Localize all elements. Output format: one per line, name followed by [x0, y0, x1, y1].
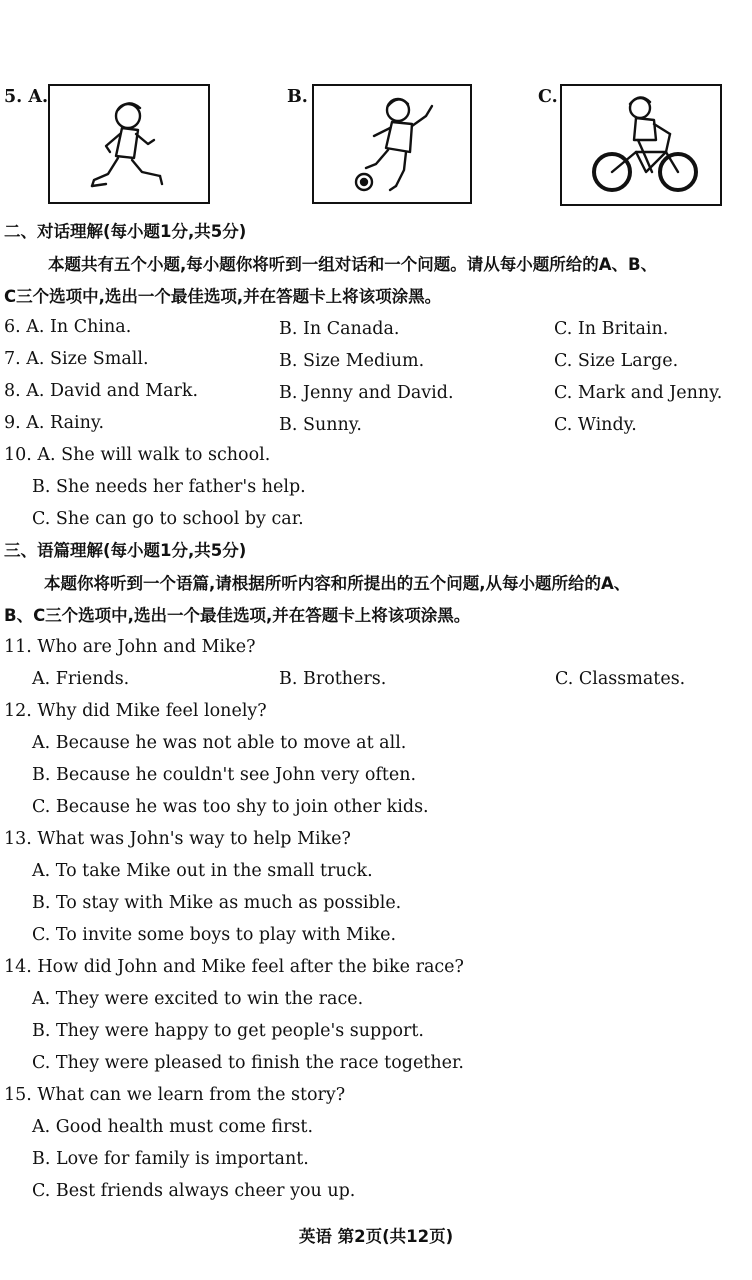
q12-option-b: B. Because he couldn't see John very often. [32, 765, 417, 785]
q12-option-a: A. Because he was not able to move at all. [32, 733, 407, 753]
q5-option-c-label: C. [538, 87, 558, 107]
q10-option-b: B. She needs her father's help. [32, 477, 306, 497]
q6-option-c: C. In Britain. [554, 319, 669, 339]
q13-option-b: B. To stay with Mike as much as possible. [32, 893, 402, 913]
q15-option-b: B. Love for family is important. [32, 1149, 309, 1169]
q9-option-b: B. Sunny. [279, 415, 362, 435]
q14-option-b: B. They were happy to get people's support. [32, 1021, 424, 1041]
q9-option-a: 9. A. Rainy. [4, 413, 105, 433]
q5-option-b-picture [312, 84, 472, 204]
q5-option-b-label: B. [287, 87, 308, 107]
section3-intro-line1: 本题你将听到一个语篇,请根据所听内容和所提出的五个问题,从每小题所给的A、 [44, 574, 631, 593]
q10-option-c: C. She can go to school by car. [32, 509, 304, 529]
q5-number: 5. A. [4, 87, 49, 107]
q13-option-a: A. To take Mike out in the small truck. [32, 861, 373, 881]
q11-option-b: B. Brothers. [279, 669, 387, 689]
q14-option-a: A. They were excited to win the race. [32, 989, 364, 1009]
q13-option-c: C. To invite some boys to play with Mike. [32, 925, 397, 945]
q7-option-a: 7. A. Size Small. [4, 349, 149, 369]
cycling-boy-icon [562, 86, 720, 204]
q10-option-a: 10. A. She will walk to school. [4, 445, 271, 465]
q13-question: 13. What was John's way to help Mike? [4, 829, 351, 849]
q14-question: 14. How did John and Mike feel after the bike race? [4, 957, 464, 977]
section3-intro-line2: B、C三个选项中,选出一个最佳选项,并在答题卡上将该项涂黑。 [4, 606, 471, 625]
q15-option-a: A. Good health must come first. [32, 1117, 314, 1137]
q12-question: 12. Why did Mike feel lonely? [4, 701, 267, 721]
q8-option-c: C. Mark and Jenny. [554, 383, 723, 403]
running-boy-icon [50, 86, 208, 202]
q8-option-a: 8. A. David and Mark. [4, 381, 199, 401]
q6-option-b: B. In Canada. [279, 319, 400, 339]
q7-option-b: B. Size Medium. [279, 351, 425, 371]
q12-option-c: C. Because he was too shy to join other kids. [32, 797, 429, 817]
section2-heading: 二、对话理解(每小题1分,共5分) [4, 222, 247, 241]
q15-question: 15. What can we learn from the story? [4, 1085, 346, 1105]
section2-intro-line1: 本题共有五个小题,每小题你将听到一组对话和一个问题。请从每小题所给的A、B、 [48, 255, 658, 274]
q11-question: 11. Who are John and Mike? [4, 637, 256, 657]
q9-option-c: C. Windy. [554, 415, 637, 435]
q8-option-b: B. Jenny and David. [279, 383, 454, 403]
q11-option-a: A. Friends. [32, 669, 130, 689]
q15-option-c: C. Best friends always cheer you up. [32, 1181, 356, 1201]
q6-option-a: 6. A. In China. [4, 317, 132, 337]
q14-option-c: C. They were pleased to finish the race together. [32, 1053, 464, 1073]
soccer-boy-icon [314, 86, 470, 202]
section3-heading: 三、语篇理解(每小题1分,共5分) [4, 541, 247, 560]
q5-option-a-picture [48, 84, 210, 204]
page-footer: 英语 第2页(共12页) [298, 1227, 454, 1246]
q11-option-c: C. Classmates. [555, 669, 686, 689]
q5-option-c-picture [560, 84, 722, 206]
section2-intro-line2: C三个选项中,选出一个最佳选项,并在答题卡上将该项涂黑。 [4, 287, 442, 306]
q7-option-c: C. Size Large. [554, 351, 679, 371]
